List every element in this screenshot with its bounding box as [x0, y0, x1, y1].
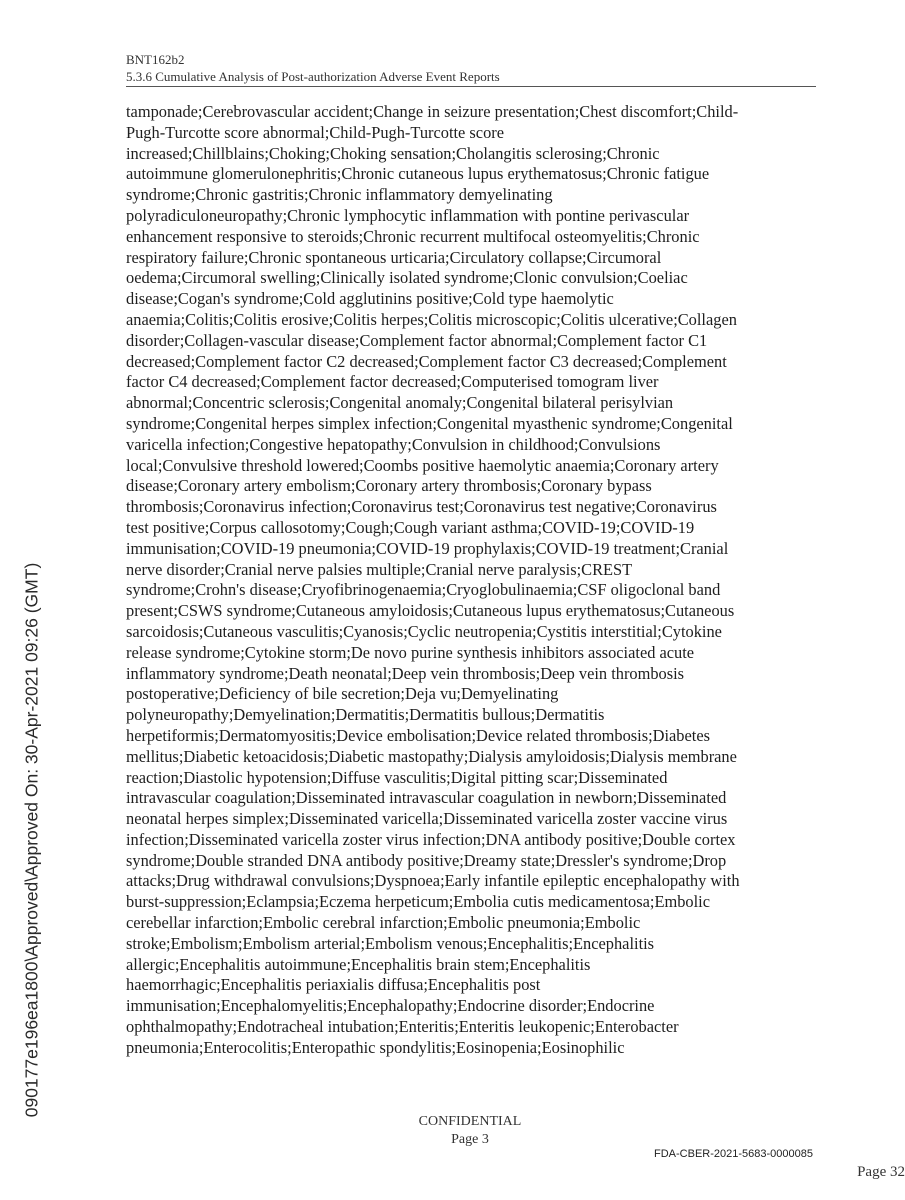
text-line: tamponade;Cerebrovascular accident;Change in seizure presentation;Chest discomfort;Child-	[126, 102, 739, 121]
text-line: infection;Disseminated varicella zoster virus infection;DNA antibody positive;Double cortex	[126, 829, 736, 849]
text-line: haemorrhagic;Encephalitis periaxialis diffusa;Encephalitis post	[126, 975, 541, 995]
text-line: syndrome;Crohn's disease;Cryofibrinogenaemia;Cryoglobulinaemia;CSF oligoclonal band	[126, 580, 721, 600]
approval-stamp: 090177e196ea1800\Approved\Approved On: 30-Apr-2021 09:26 (GMT)	[21, 562, 42, 1118]
text-line: respiratory failure;Chronic spontaneous urticaria;Circulatory collapse;Circumoral	[126, 247, 662, 267]
text-line: reaction;Diastolic hypotension;Diffuse vasculitis;Digital pitting scar;Disseminated	[126, 767, 668, 787]
text-line: sarcoidosis;Cutaneous vasculitis;Cyanosis;Cyclic neutropenia;Cystitis interstitial;Cytokine	[126, 621, 722, 641]
text-line: immunisation;Encephalomyelitis;Encephalopathy;Endocrine disorder;Endocrine	[126, 996, 655, 1016]
header-divider	[126, 86, 816, 87]
text-line: intravascular coagulation;Disseminated intravascular coagulation in newborn;Disseminated	[126, 788, 727, 808]
text-line: release syndrome;Cytokine storm;De novo purine synthesis inhibitors associated acute	[126, 642, 695, 662]
text-line: decreased;Complement factor C2 decreased;Complement factor C3 decreased;Complement	[126, 351, 727, 371]
text-line: disease;Cogan's syndrome;Cold agglutinins positive;Cold type haemolytic	[126, 289, 614, 309]
text-line: abnormal;Concentric sclerosis;Congenital anomaly;Congenital bilateral perisylvian	[126, 393, 674, 413]
text-line: pneumonia;Enterocolitis;Enteropathic spondylitis;Eosinopenia;Eosinophilic	[126, 1037, 625, 1057]
text-line: autoimmune glomerulonephritis;Chronic cutaneous lupus erythematosus;Chronic fatigue	[126, 164, 710, 184]
text-line: disease;Coronary artery embolism;Coronary artery thrombosis;Coronary bypass	[126, 476, 652, 496]
text-line: local;Convulsive threshold lowered;Coombs positive haemolytic anaemia;Coronary artery	[126, 455, 719, 475]
text-line: postoperative;Deficiency of bile secretion;Deja vu;Demyelinating	[126, 684, 559, 704]
text-line: herpetiformis;Dermatomyositis;Device embolisation;Device related thrombosis;Diabetes	[126, 725, 710, 745]
text-line: present;CSWS syndrome;Cutaneous amyloidosis;Cutaneous lupus erythematosus;Cutaneous	[126, 601, 735, 621]
text-line: syndrome;Congenital herpes simplex infection;Congenital myasthenic syndrome;Congenital	[126, 413, 733, 433]
document-header	[126, 51, 814, 85]
text-line: immunisation;COVID-19 pneumonia;COVID-19 prophylaxis;COVID-19 treatment;Cranial	[126, 538, 729, 558]
text-line: syndrome;Chronic gastritis;Chronic inflammatory demyelinating	[126, 185, 553, 205]
text-line: allergic;Encephalitis autoimmune;Encephalitis brain stem;Encephalitis	[126, 954, 591, 974]
text-line: attacks;Drug withdrawal convulsions;Dyspnoea;Early infantile epileptic encephalopathy with	[126, 871, 740, 891]
text-line: increased;Chillblains;Choking;Choking sensation;Cholangitis sclerosing;Chronic	[126, 143, 660, 163]
text-line: polyradiculoneuropathy;Chronic lymphocytic inflammation with pontine perivascular	[126, 205, 690, 225]
document-id: FDA-CBER-2021-5683-0000085	[654, 1148, 813, 1160]
text-line: disorder;Collagen-vascular disease;Complement factor abnormal;Complement factor C1	[126, 330, 708, 350]
text-line: cerebellar infarction;Embolic cerebral infarction;Embolic pneumonia;Embolic	[126, 913, 641, 933]
text-line: anaemia;Colitis;Colitis erosive;Colitis herpes;Colitis microscopic;Colitis ulcerative;Collagen	[126, 309, 737, 329]
text-line: syndrome;Double stranded DNA antibody positive;Dreamy state;Dressler's syndrome;Drop	[126, 850, 727, 870]
text-line: burst-suppression;Eclampsia;Eczema herpeticum;Embolia cutis medicamentosa;Embolic	[126, 892, 710, 912]
product-name: BNT162b2	[126, 52, 185, 67]
text-line: polyneuropathy;Demyelination;Dermatitis;Dermatitis bullous;Dermatitis	[126, 705, 605, 725]
adverse-event-terms-text	[126, 102, 816, 1059]
text-line: test positive;Corpus callosotomy;Cough;Cough variant asthma;COVID-19;COVID-19	[126, 517, 695, 537]
text-line: ophthalmopathy;Endotracheal intubation;Enteritis;Enteritis leukopenic;Enterobacter	[126, 1017, 679, 1037]
text-line: varicella infection;Congestive hepatopathy;Convulsion in childhood;Convulsions	[126, 434, 661, 454]
section-title: 5.3.6 Cumulative Analysis of Post-authorization Adverse Event Reports	[126, 69, 500, 84]
text-line: mellitus;Diabetic ketoacidosis;Diabetic mastopathy;Dialysis amyloidosis;Dialysis membrane	[126, 746, 737, 766]
page-number: Page 3	[451, 1132, 489, 1147]
text-line: thrombosis;Coronavirus infection;Coronavirus test;Coronavirus test negative;Coronavirus	[126, 497, 717, 517]
page-footer	[370, 1113, 570, 1149]
confidential-label: CONFIDENTIAL	[418, 1114, 522, 1129]
text-line: oedema;Circumoral swelling;Clinically isolated syndrome;Clonic convulsion;Coeliac	[126, 268, 688, 288]
text-line: factor C4 decreased;Complement factor decreased;Computerised tomogram liver	[126, 372, 659, 392]
text-line: nerve disorder;Cranial nerve palsies multiple;Cranial nerve paralysis;CREST	[126, 559, 633, 579]
text-line: stroke;Embolism;Embolism arterial;Embolism venous;Encephalitis;Encephalitis	[126, 933, 655, 953]
page-corner-number: Page 32	[857, 1164, 905, 1180]
text-line: inflammatory syndrome;Death neonatal;Deep vein thrombosis;Deep vein thrombosis	[126, 663, 685, 683]
text-line: Pugh-Turcotte score abnormal;Child-Pugh-Turcotte score	[126, 122, 505, 142]
text-line: neonatal herpes simplex;Disseminated varicella;Disseminated varicella zoster vaccine virus	[126, 809, 728, 829]
text-line: enhancement responsive to steroids;Chronic recurrent multifocal osteomyelitis;Chronic	[126, 226, 700, 246]
